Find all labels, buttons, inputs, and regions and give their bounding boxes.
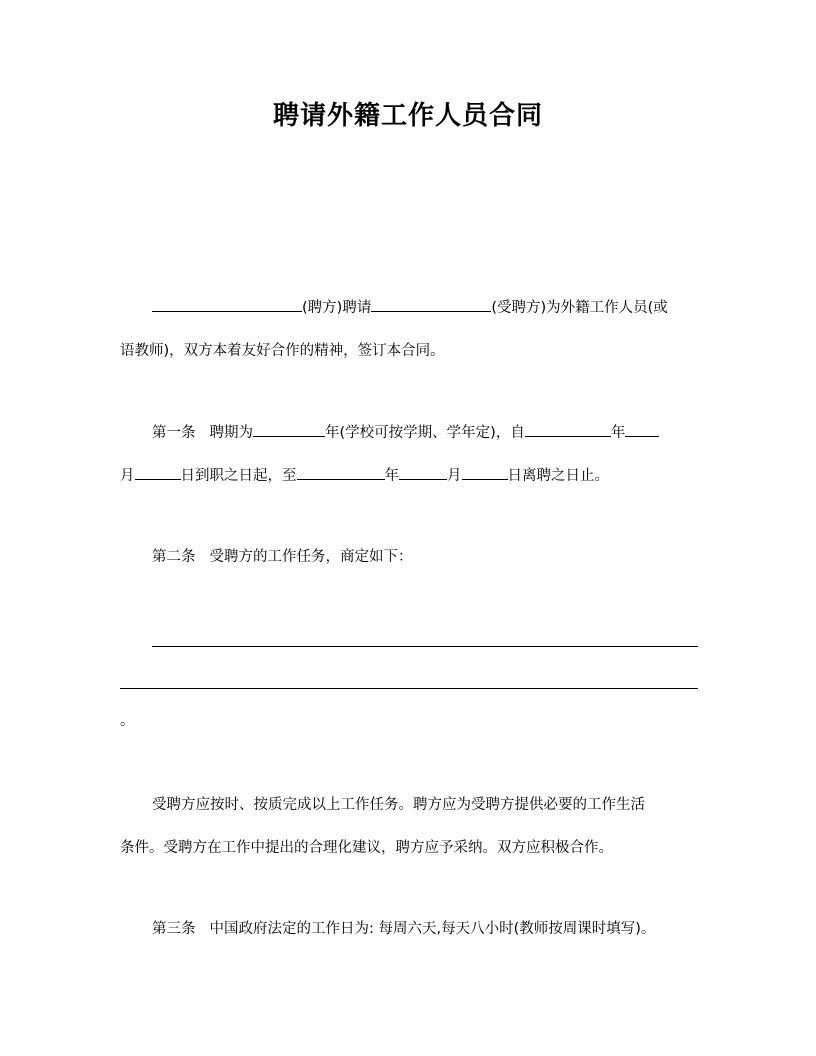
article3-line [152, 918, 655, 940]
article2-text: 受聘方的工作任务，商定如下： [209, 549, 413, 565]
employee-blank[interactable] [371, 296, 491, 312]
page-title: 聘请外籍工作人员合同 [272, 101, 543, 131]
article1-line-2 [120, 464, 609, 487]
start-day-blank[interactable] [135, 464, 181, 480]
article1-heading: 第一条 [152, 425, 196, 441]
article2-line [152, 546, 413, 568]
article1-text-7: 月 [447, 468, 462, 484]
duties-blank-line-2[interactable] [120, 688, 698, 689]
duties-end-mark: 。 [120, 713, 135, 729]
duties-blank-line-1[interactable] [152, 646, 698, 647]
article3-heading: 第三条 [152, 921, 196, 937]
article1-text-4: 月 [120, 468, 135, 484]
article1-text-6: 年 [384, 468, 399, 484]
article1-text-5: 日到职之日起，至 [180, 468, 297, 484]
start-year-blank[interactable] [525, 421, 611, 437]
end-day-blank[interactable] [462, 464, 508, 480]
article1-text-3: 年 [610, 425, 626, 441]
article1-text-2: 年(学校可按学期、学年定)，自 [325, 425, 525, 441]
end-year-blank[interactable] [297, 464, 385, 480]
preamble-part-1: (聘方)聘请 [302, 300, 372, 316]
article1-line-1 [152, 421, 659, 444]
employer-blank[interactable] [152, 296, 302, 312]
term-years-blank[interactable] [253, 421, 325, 437]
article1-text-8: 日离聘之日止。 [507, 468, 609, 484]
end-month-blank[interactable] [399, 464, 447, 480]
article2-heading: 第二条 [152, 549, 196, 565]
preamble-part-2: (受聘方)为外籍工作人员(或 [491, 300, 668, 316]
preamble-line-2: 语教师)，双方本着友好合作的精神，签订本合同。 [120, 343, 445, 359]
article1-text-1: 聘期为 [209, 425, 253, 441]
duties-paragraph-line-1: 受聘方应按时、按质完成以上工作任务。聘方应为受聘方提供必要的工作生活 [152, 797, 645, 813]
article3-text: 中国政府法定的工作日为: 每周六天,每天八小时(教师按周课时填写)。 [209, 921, 656, 937]
duties-paragraph-line-2: 条件。受聘方在工作中提出的合理化建议，聘方应予采纳。双方应积极合作。 [120, 840, 613, 856]
preamble-line-1 [152, 296, 668, 319]
start-month-blank[interactable] [625, 421, 659, 437]
